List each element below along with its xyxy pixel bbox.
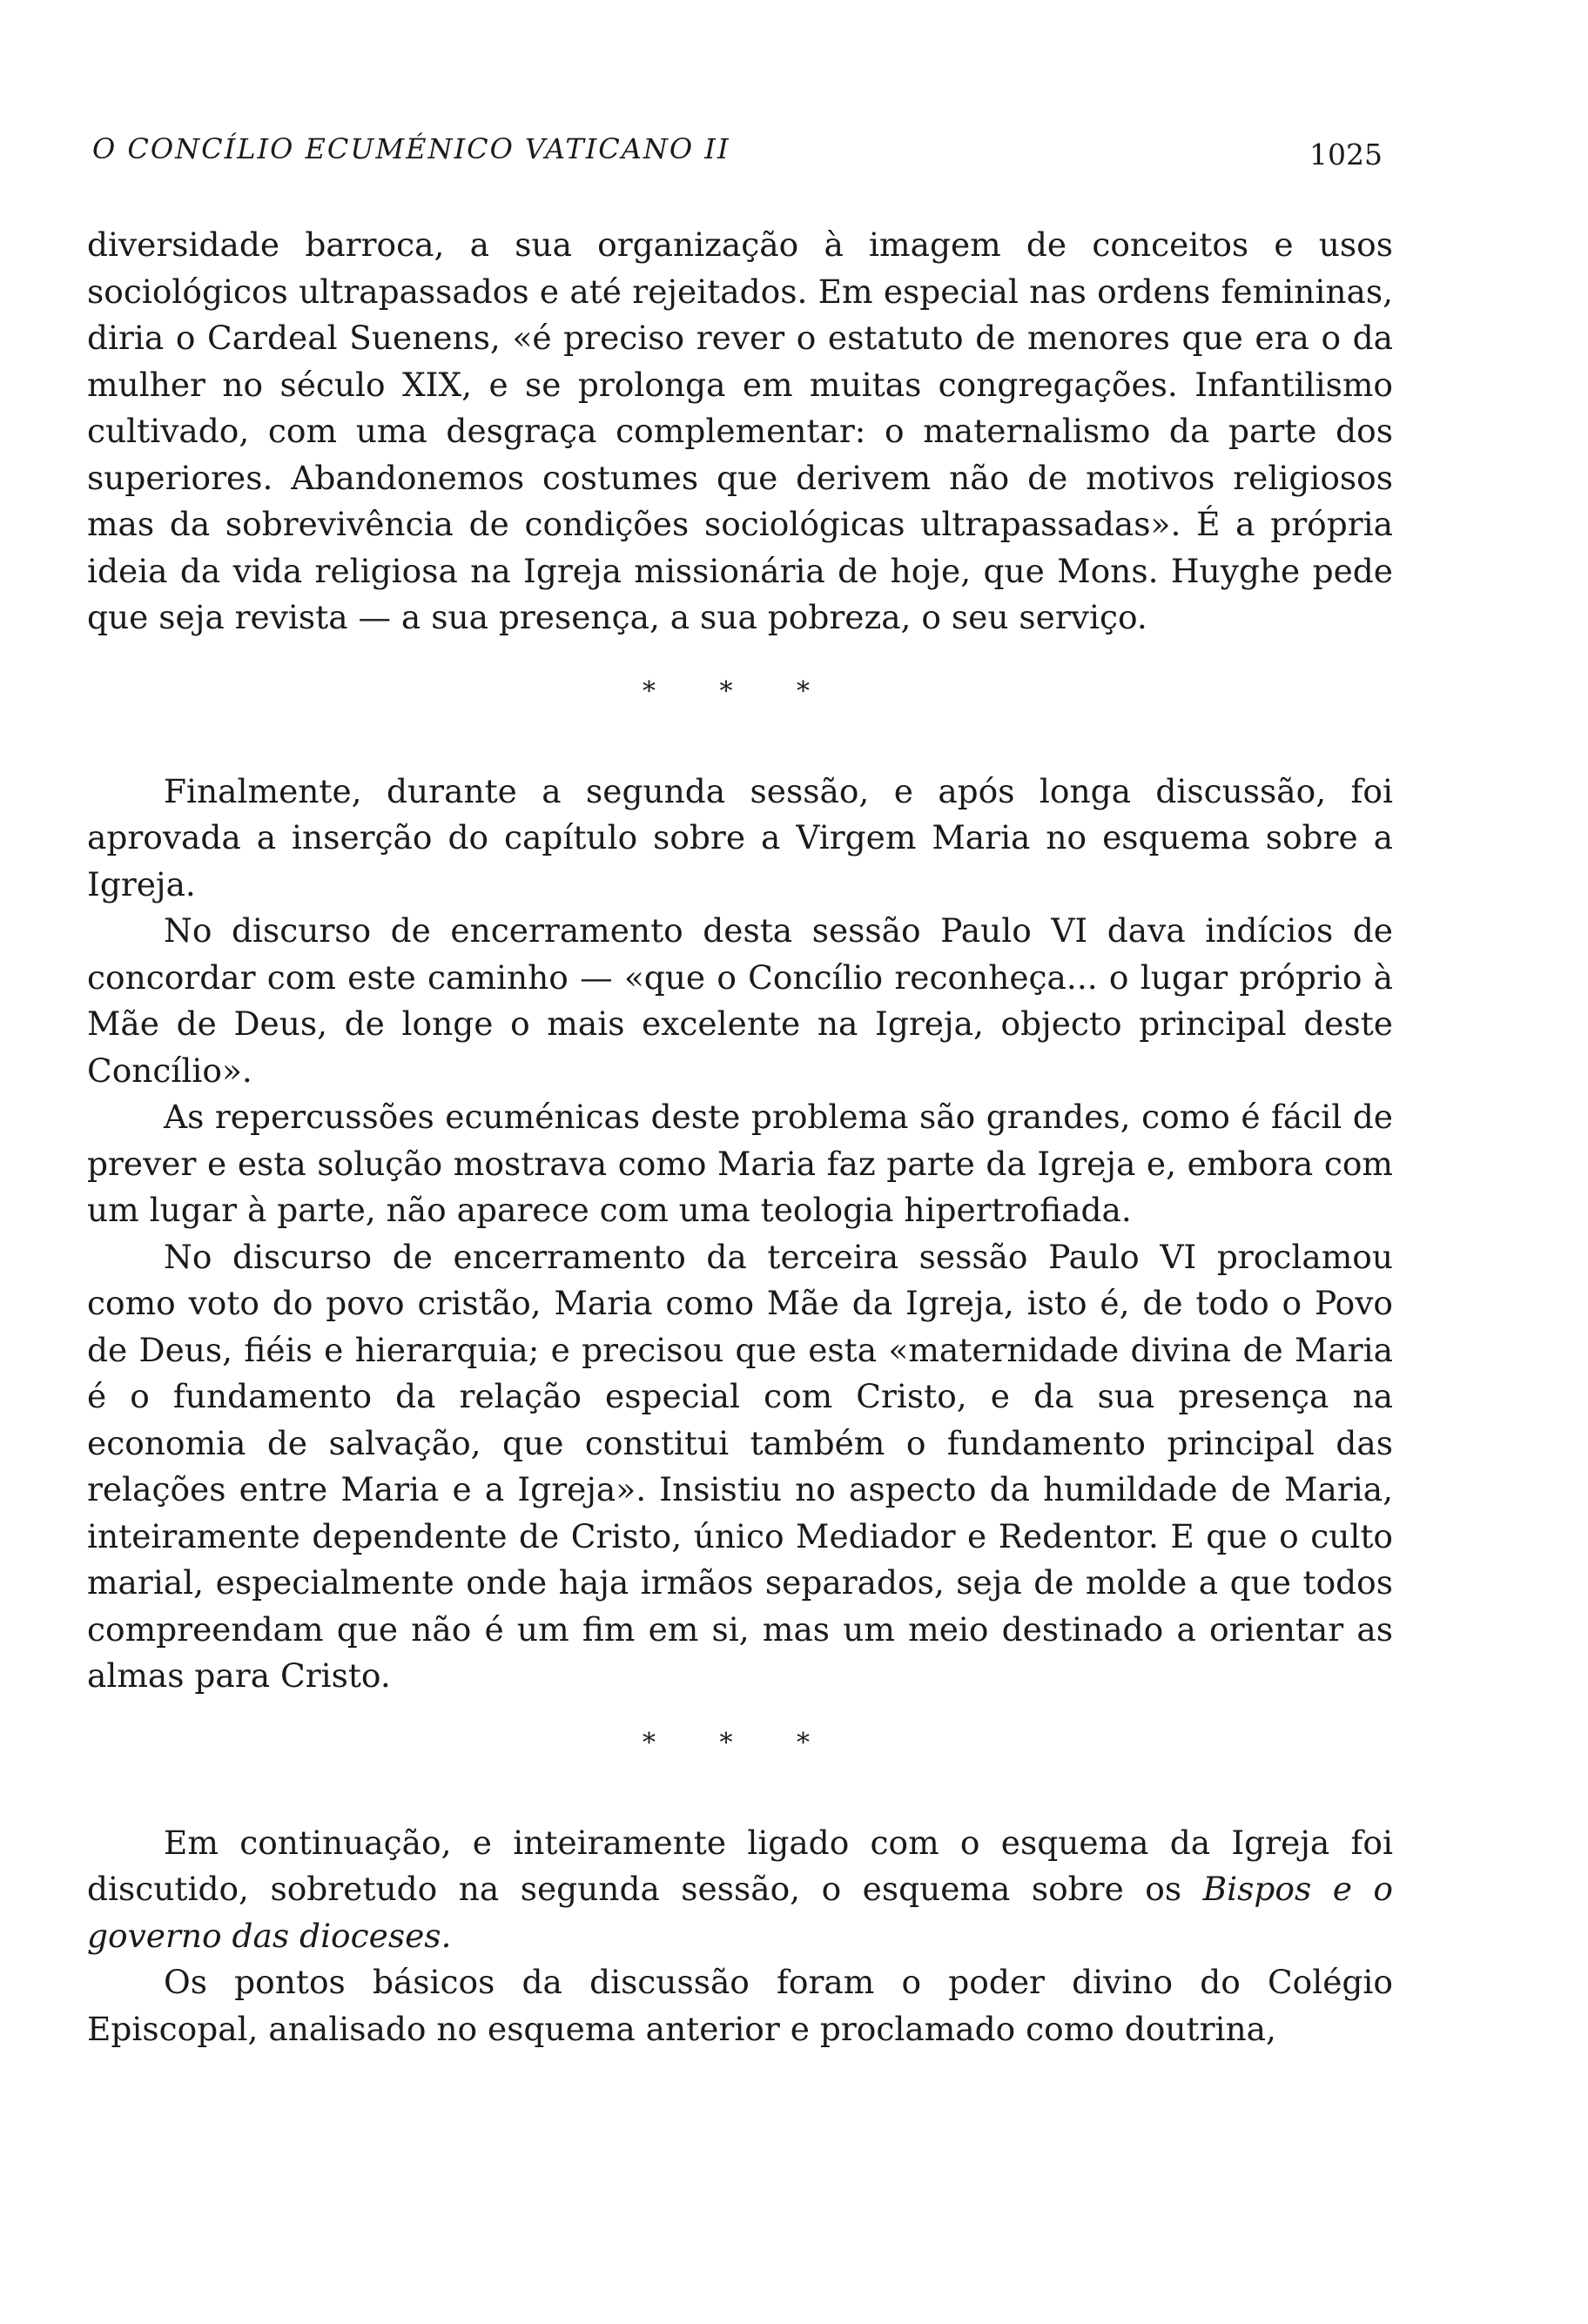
body-text bbox=[87, 222, 1393, 2052]
page-header bbox=[92, 132, 1383, 185]
paragraph-4: As repercussões ecuménicas deste problema são grandes, como é fácil de prever e esta solução mostrava como Maria faz parte da Igreja e, embora com um lugar à parte, não aparece com uma teologia hipertrofiada. bbox=[87, 1098, 1393, 1229]
paragraph-3: No discurso de encerramento desta sessão Paulo VI dava indícios de concordar com este caminho — «que o Concílio reconheça... o lugar próprio à Mãe de Deus, de longe o mais excelente na Igreja, objecto principal deste Concílio». bbox=[87, 911, 1393, 1090]
paragraph-5: No discurso de encerramento da terceira sessão Paulo VI proclamou como voto do povo cristão, Maria como Mãe da Igreja, isto é, de todo o Povo de Deus, fiéis e hierarquia; e precisou que esta «maternidade divina de Maria é o fundamento da relação especial com Cristo, e da sua presença na economia de salvação, que constitui também o fundamento principal das relações entre Maria e a Igreja». Insistiu no aspecto da humildade de Maria, inteiramente dependente de Cristo, único Mediador e Redentor. E que o culto marial, especialmente onde haja irmãos separados, seja de molde a que todos compreendam que não é um fim em si, mas um meio destinado a orientar as almas para Cristo. bbox=[87, 1237, 1393, 1695]
paragraph-2: Finalmente, durante a segunda sessão, e após longa discussão, foi aprovada a inserção do capítulo sobre a Virgem Maria no esquema sobre a Igreja. bbox=[87, 771, 1393, 903]
paragraph-6 bbox=[87, 1820, 1393, 1960]
paragraph-1: diversidade barroca, a sua organização à imagem de conceitos e usos sociológicos ultrapassados e até rejeitados. Em especial nas ordens femininas, diria o Cardeal Suenens, «é preciso rever o estatuto de menores que era o da mulher no século XIX, e se prolonga em muitas congregações. Infantilismo cultivado, com uma desgraça complementar: o maternalismo da parte dos superiores. Abandonemos costumes que derivem não de motivos religiosos mas da sobrevivência de condições sociológicas ultrapassadas». É a própria ideia da vida religiosa na Igreja missionária de hoje, que Mons. Huyghe pede que seja revista — a sua presença, a sua pobreza, o seu serviço. bbox=[87, 225, 1393, 636]
paragraph-6-text: Em continuação, e inteiramente ligado com o esquema da Igreja foi discutido, sobretudo na segunda sessão, o esquema sobre os bbox=[87, 1823, 1393, 1908]
section-separator: * * * bbox=[642, 1727, 838, 1758]
schema-title: Bispos e o governo das dioceses. bbox=[87, 1870, 1394, 1955]
paragraph-7: Os pontos básicos da discussão foram o poder divino do Colégio Episcopal, analisado no esquema anterior e proclamado como doutrina, bbox=[87, 1963, 1393, 2048]
section-separator: * * * bbox=[642, 675, 838, 707]
running-title: O CONCÍLIO ECUMÉNICO VATICANO II bbox=[92, 132, 730, 165]
page-number: 1025 bbox=[1309, 138, 1383, 171]
